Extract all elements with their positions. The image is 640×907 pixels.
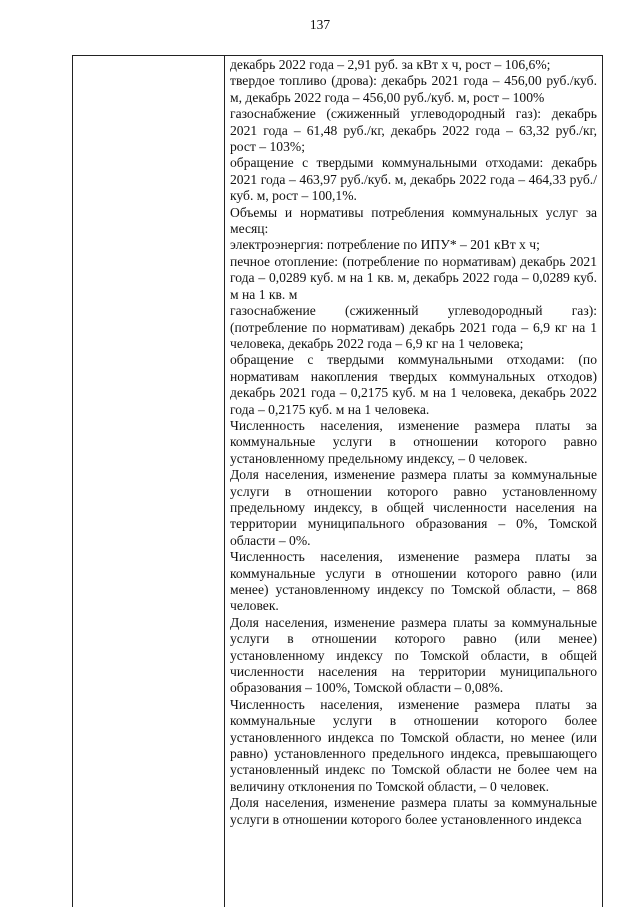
paragraph-share-equal-or-less: Доля населения, изменение размера платы за коммунальные услуги в отношении которого равно (или менее) установленному индексу по Томской области, в общей численности населения на территории муниципального образования – 100%, Томской области – 0,08%.: [230, 614, 597, 696]
paragraph-volumes-heading: Объемы и нормативы потребления коммунальных услуг за месяц:: [230, 204, 597, 237]
paragraph-population-equal-limit: Численность населения, изменение размера платы за коммунальные услуги в отношении которого равно установленному предельному индексу, – 0 человек.: [230, 417, 597, 466]
table-left-column: [73, 56, 225, 907]
page-number: 137: [309, 17, 331, 32]
paragraph-electricity-consumption: электроэнергия: потребление по ИПУ* – 201 кВт х ч;: [230, 237, 540, 253]
paragraph-gas-supply: газоснабжение (сжиженный углеводородный газ): декабрь 2021 года – 61,48 руб./кг, декабрь 2022 года – 63,32 руб./кг, рост – 103%;: [230, 106, 597, 155]
paragraph-gas-norms: газоснабжение (сжиженный углеводородный газ): (потребление по нормативам) декабрь 2021 года – 6,9 кг на 1 человека, декабрь 2022 года – 6,9 кг на 1 человека;: [230, 303, 597, 351]
paragraph-waste-norms: обращение с твердыми коммунальными отходами: (по нормативам накопления твердых коммунальных отходов) декабрь 2021 года – 0,2175 куб. м на 1 человека, декабрь 2022 года – 0,2175 куб. м на 1 человека.: [230, 352, 597, 417]
paragraph-share-above-index: Доля населения, изменение размера платы за коммунальные услуги в отношении которого более установленного индекса: [230, 795, 597, 827]
paragraph-waste-handling: обращение с твердыми коммунальными отходами: декабрь 2021 года – 463,97 руб./куб. м, декабрь 2022 года – 464,33 руб./куб. м, рост – 100,1%.: [230, 155, 597, 204]
content-table: [72, 55, 603, 907]
paragraph-population-above-index: Численность населения, изменение размера платы за коммунальные услуги в отношении которого более установленного индекса по Томской области, но менее (или равно) установленного предельного индекса, превышающего установленный индекс по Томской области не более чем на величину отклонения по Томской области, – 0 человек.: [230, 696, 597, 794]
paragraph-solid-fuel: твердое топливо (дрова): декабрь 2021 года – 456,00 руб./куб. м, декабрь 2022 года – 456,00 руб./куб. м, рост – 100%: [230, 73, 597, 105]
paragraph-share-equal-limit: Доля населения, изменение размера платы за коммунальные услуги в отношении которого равно установленному предельному индексу, в общей численности населения на территории муниципального образования – 0%, Томской области – 0%.: [230, 467, 597, 548]
paragraph-stove-heating: печное отопление: (потребление по нормативам) декабрь 2021 года – 0,0289 куб. м на 1 кв. м, декабрь 2022 года – 0,0289 куб. м на 1 кв. м: [230, 253, 597, 302]
paragraph-electricity-2022: декабрь 2022 года – 2,91 руб. за кВт х ч, рост – 106,6%;: [230, 57, 551, 72]
table-right-column: [225, 56, 602, 907]
paragraph-population-equal-or-less: Численность населения, изменение размера платы за коммунальные услуги в отношении которого равно (или менее) установленному индексу по Томской области, – 868 человек.: [230, 549, 597, 614]
